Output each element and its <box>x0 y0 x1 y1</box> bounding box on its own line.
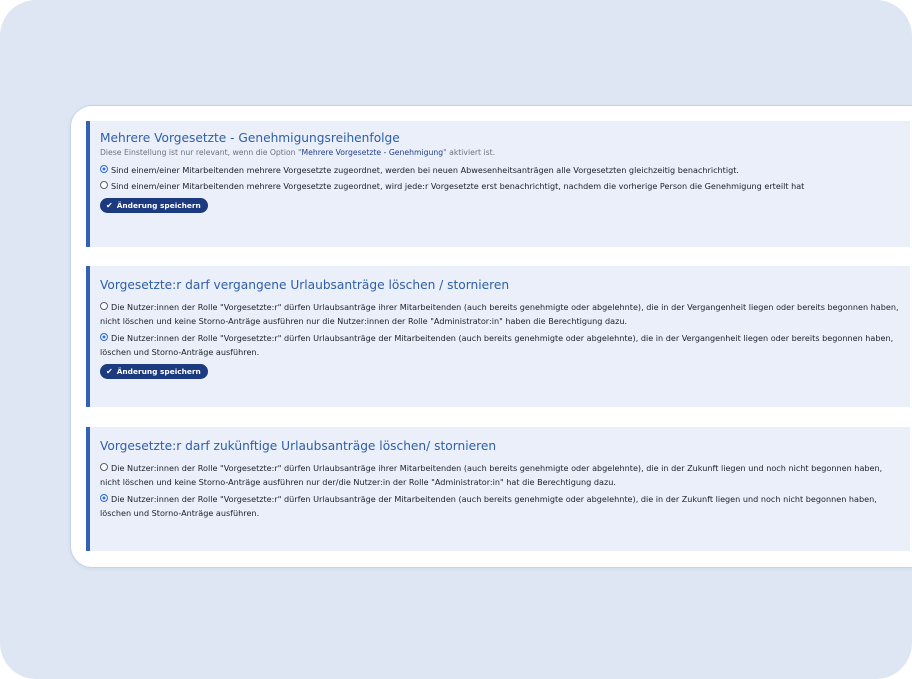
radio-option-past-not-allowed[interactable] <box>100 300 900 328</box>
option-label: Die Nutzer:innen der Rolle "Vorgesetzte:r" dürfen Urlaubsanträge der Mitarbeitenden (auch bereits genehmigte oder abgelehnte), die in der Vergangenheit liegen oder bereits begonnen haben, löschen und Storno-Anträge ausführen. <box>100 333 894 357</box>
approval-order-section <box>86 121 910 247</box>
radio-option-past-allowed[interactable] <box>100 331 900 359</box>
option-label: Die Nutzer:innen der Rolle "Vorgesetzte:r" dürfen Urlaubsanträge der Mitarbeitenden (auch bereits genehmigte oder abgelehnte), die in der Zukunft liegen und noch nicht begonnen haben, löschen und Storno-Anträge ausführen. <box>100 494 877 518</box>
radio-option-notify-all[interactable] <box>100 163 900 177</box>
radio-option-future-allowed[interactable] <box>100 492 900 520</box>
section-title: Vorgesetzte:r darf zukünftige Urlaubsanträge löschen/ stornieren <box>100 439 497 453</box>
radio-selected-icon[interactable] <box>100 494 108 502</box>
section-note <box>100 147 900 158</box>
save-button[interactable] <box>100 198 208 213</box>
section-title: Mehrere Vorgesetzte - Genehmigungsreihenfolge <box>100 131 400 145</box>
note-option-reference: Mehrere Vorgesetzte - Genehmigung <box>301 148 444 157</box>
option-label: Sind einem/einer Mitarbeitenden mehrere Vorgesetzte zugeordnet, werden bei neuen Abwesenheitsanträgen alle Vorgesetzten gleichzeitig benachrichtigt. <box>111 165 739 175</box>
note-text: " aktiviert ist. <box>443 148 496 157</box>
option-label: Die Nutzer:innen der Rolle "Vorgesetzte:r" dürfen Urlaubsanträge ihrer Mitarbeitenden (auch bereits genehmigte oder abgelehnte), die in der Zukunft liegen und noch nicht begonnen haben, nicht löschen und keine Storno-Anträge ausführen nur der/die Nutzer:in der Rolle "Administrator:in" hat die Berechtigung dazu. <box>100 463 883 487</box>
radio-unselected-icon[interactable] <box>100 463 108 471</box>
save-button-label: Änderung speichern <box>116 367 201 376</box>
radio-option-sequential[interactable] <box>100 179 900 193</box>
option-label: Sind einem/einer Mitarbeitenden mehrere Vorgesetzte zugeordnet, wird jede:r Vorgesetzte erst benachrichtigt, nachdem die vorherige Person die Genehmigung erteilt hat <box>111 181 805 191</box>
radio-unselected-icon[interactable] <box>100 181 108 189</box>
check-icon: ✔ <box>106 367 113 376</box>
save-button-label: Änderung speichern <box>116 201 201 210</box>
save-button[interactable] <box>100 364 208 379</box>
option-label: Die Nutzer:innen der Rolle "Vorgesetzte:r" dürfen Urlaubsanträge ihrer Mitarbeitenden (auch bereits genehmigte oder abgelehnte), die in der Vergangenheit liegen oder bereits begonnen haben, nicht löschen und keine Storno-Anträge ausführen nur die Nutzer:innen der Rolle "Administrator:in" haben die Berechtigung dazu. <box>100 302 899 326</box>
check-icon: ✔ <box>106 201 113 210</box>
radio-option-future-not-allowed[interactable] <box>100 461 900 489</box>
future-requests-section <box>86 427 910 551</box>
radio-selected-icon[interactable] <box>100 333 108 341</box>
radio-unselected-icon[interactable] <box>100 302 108 310</box>
past-requests-section <box>86 266 910 407</box>
radio-selected-icon[interactable] <box>100 165 108 173</box>
note-text: Diese Einstellung ist nur relevant, wenn die Option " <box>100 148 302 157</box>
section-title: Vorgesetzte:r darf vergangene Urlaubsanträge löschen / stornieren <box>100 278 510 292</box>
